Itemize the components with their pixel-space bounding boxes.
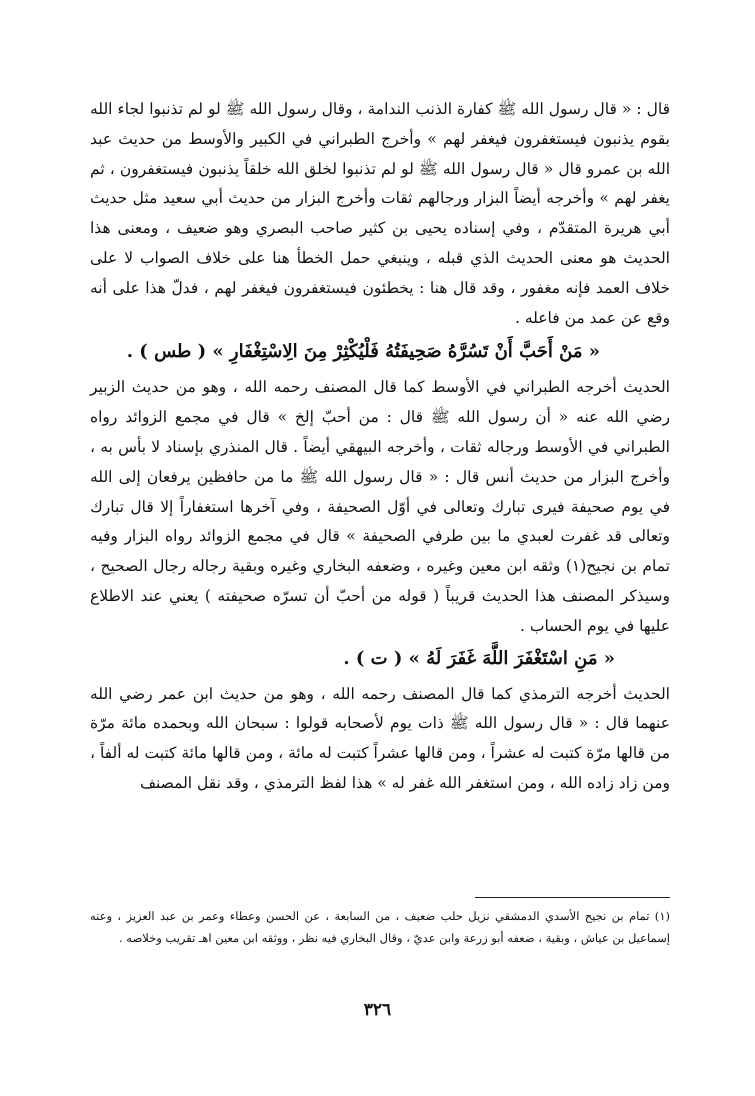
page-body [90,95,670,799]
footnote-divider [475,897,670,898]
footnote: (١) تمام بن نجيح الأسدي الدمشقي نزيل حلب ضعيف ، من السابعة ، عن الحسن وعطاء وعمر بن عبد العزيز ، وعنه إسماعيل بن عياش ، وبقية ، ضعفه أبو زرعة وابن عديّ ، وقال البخاري فيه نظر ، ووثقه ابن معين اهـ تقريب وخلاصه . [90,909,670,945]
paragraph-3: الحديث أخرجه الترمذي كما قال المصنف رحمه الله ، وهو من حديث ابن عمر رضي الله عنهما قال : « قال رسول الله ﷺ ذات يوم لأصحابه قولوا : سبحان الله وبحمده مائة مرّة من قالها مرّة كتبت له عشراً ، ومن قالها عشراً كتبت له مائة ، ومن قالها مائة كتبت له ألفاً ، ومن زاد زاده الله ، ومن استغفر الله غفر له » هذا لفظ الترمذي ، وقد نقل المصنف [90,684,670,792]
hadith-heading-2: « مَنِ اسْتَغْفَرَ اللَّهَ غَفَرَ لَهُ » ( ت ) . [343,647,615,669]
paragraph-2: الحديث أخرجه الطبراني في الأوسط كما قال المصنف رحمه الله ، وهو من حديث الزبير رضي الله عنه « أن رسول الله ﷺ قال : من أحبّ إلخ » قال في مجمع الزوائد رواه الطبراني في الأوسط ورجاله ثقات ، وأخرجه البيهقي أيضاً . قال المنذري بإسناد لا بأس به ، وأخرج البزار من حديث أنس قال : « قال رسول الله ﷺ ما من حافظين يرفعان إلى الله في يوم صحيفة فيرى تبارك وتعالى في أوّل الصحيفة ، وفي آخرها استغفاراً إلا قال تبارك وتعالى قد غفرت لعبدي ما بين طرفي الصحيفة » قال في مجمع الزوائد رواه البزار وفيه تمام بن نجيح(١) وثقه ابن معين وغيره ، وضعفه البخاري وغيره وبقية رجاله رجال الصحيح ، وسيذكر المصنف هذا الحديث قريباً ( قوله من أحبّ أن تسرّه صحيفته ) يعني عند الاطلاع عليها في يوم الحساب . [90,378,670,635]
page-number: ٣٢٦ [363,1000,392,1020]
hadith-heading-1: « مَنْ أَحَبَّ أَنْ تَسُرَّهُ صَحِيفَتُهُ فَلْيُكْثِرْ مِنَ الِاسْتِغْفَارِ » ( طس ) . [126,341,600,363]
paragraph-1: قال : « قال رسول الله ﷺ كفارة الذنب الندامة ، وقال رسول الله ﷺ لو لم تذنبوا لجاء الله بقوم يذنبون فيستغفرون فيغفر لهم » وأخرج الطبراني في الكبير والأوسط من حديث عبد الله بن عمرو قال « قال رسول الله ﷺ لو لم تذنبوا لخلق الله خلقاً يذنبون فيستغفرون ، ثم يغفر لهم » وأخرجه أيضاً البزار ورجالهم ثقات وأخرج البزار من حديث أبي سعيد مثل حديث أبي هريرة المتقدّم ، وفي إسناده يحيى بن كثير صاحب البصري وهو ضعيف ، ومعنى هذا الحديث هو معنى الحديث الذي قبله ، وينبغي حمل الخطأ هنا على خلاف الصواب لا على خلاف العمد فإنه مغفور ، وقد قال هنا : يخطئون فيستغفرون فيغفر لهم ، فدلّ هذا على أنه وقع عن عمد من فاعله . [90,100,670,327]
